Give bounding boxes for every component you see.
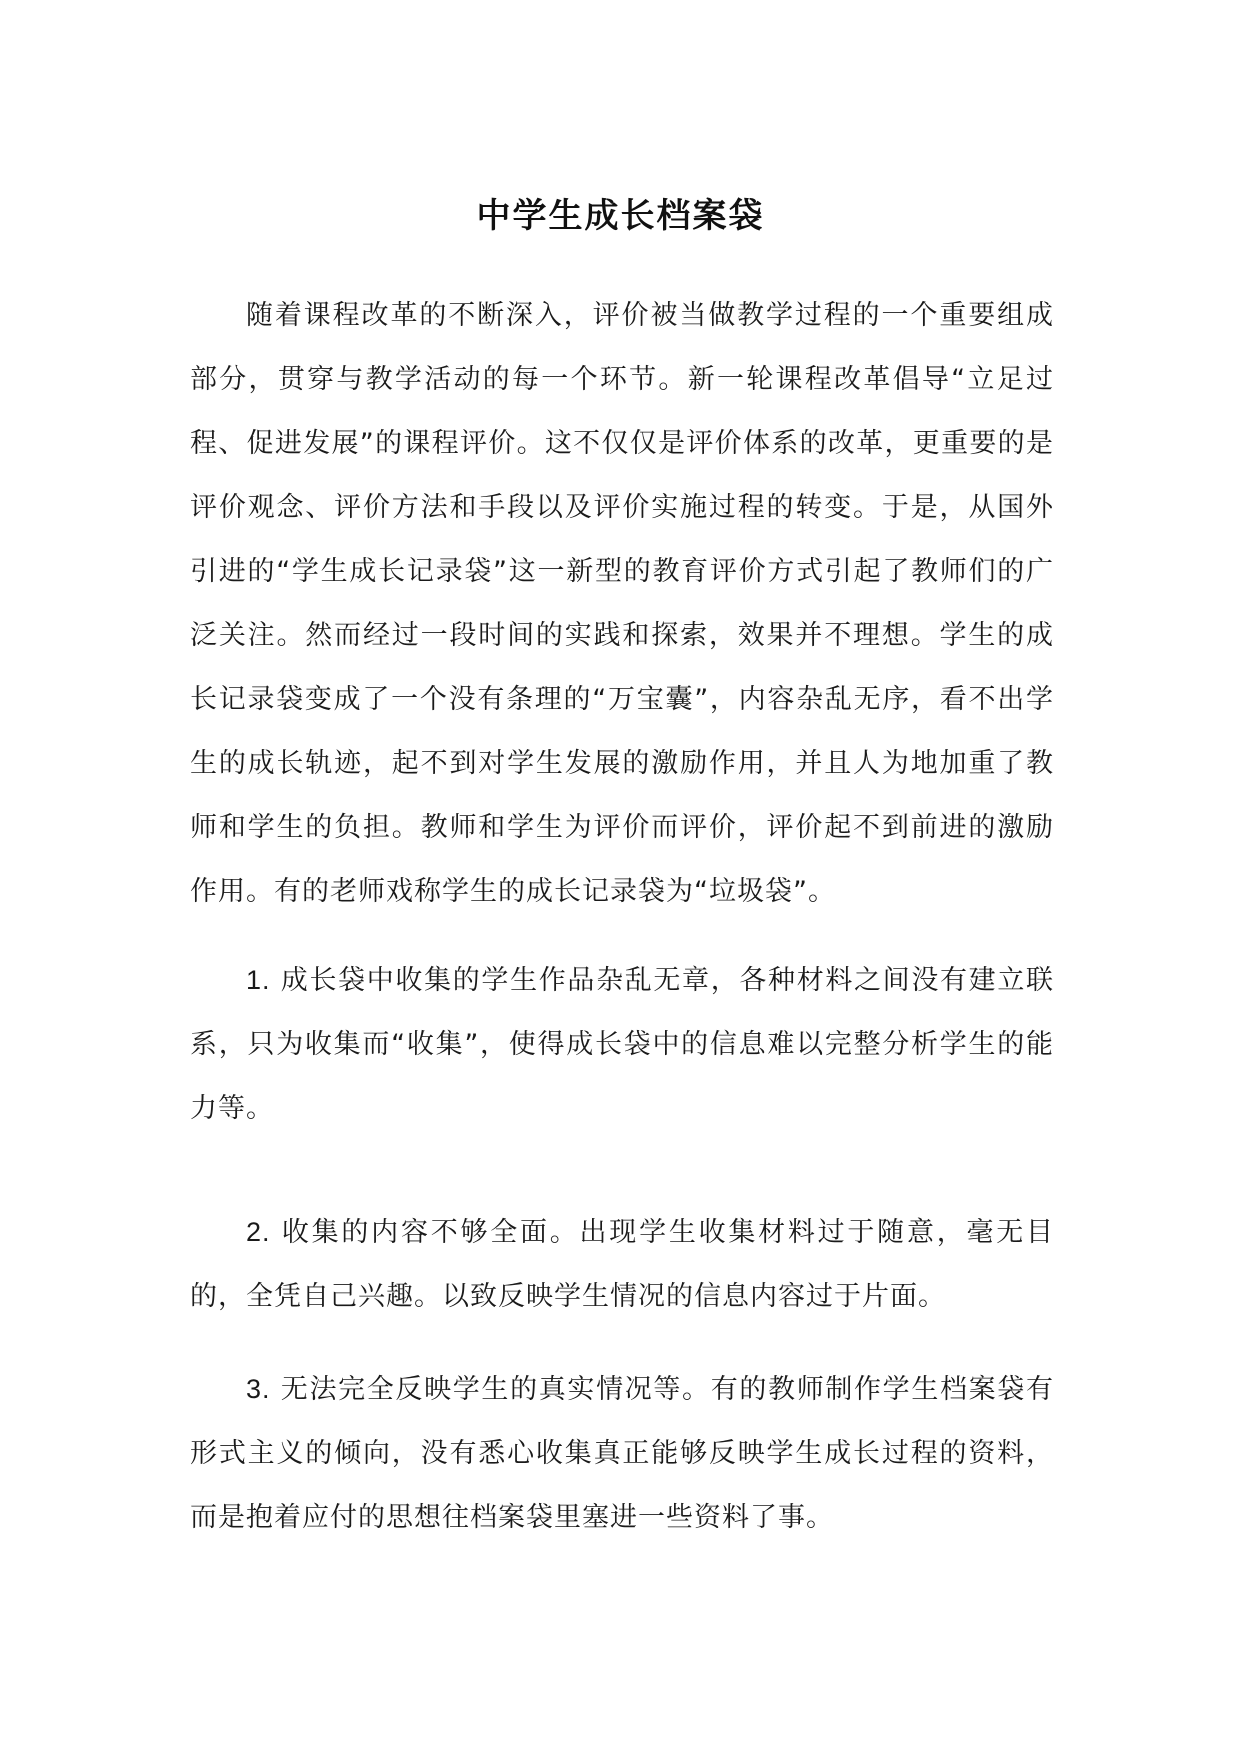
list-item-3: [190, 1357, 1054, 1550]
list-item-text: 收集的内容不够全面。出现学生收集材料过于随意，毫无目的，全凭自己兴趣。以致反映学生情况的信息内容过于片面。: [190, 1217, 1054, 1312]
list-item-1: [190, 948, 1054, 1141]
list-item-text: 成长袋中收集的学生作品杂乱无章，各种材料之间没有建立联系，只为收集而“收集”，使得成长袋中的信息难以完整分析学生的能力等。: [190, 965, 1054, 1124]
list-item-text: 无法完全反映学生的真实情况等。有的教师制作学生档案袋有形式主义的倾向，没有悉心收集真正能够反映学生成长过程的资料，而是抱着应付的思想往档案袋里塞进一些资料了事。: [190, 1374, 1054, 1533]
list-item-number: 1.: [246, 965, 271, 995]
list-item-2: [190, 1200, 1054, 1329]
document-title: 中学生成长档案袋: [476, 196, 765, 236]
list-item-number: 2.: [246, 1217, 271, 1247]
intro-paragraph: 随着课程改革的不断深入，评价被当做教学过程的一个重要组成部分，贯穿与教学活动的每一个环节。新一轮课程改革倡导“立足过程、促进发展”的课程评价。这不仅仅是评价体系的改革，更重要的是评价观念、评价方法和手段以及评价实施过程的转变。于是，从国外引进的“学生成长记录袋”这一新型的教育评价方式引起了教师们的广泛关注。然而经过一段时间的实践和探索，效果并不理想。学生的成长记录袋变成了一个没有条理的“万宝囊”，内容杂乱无序，看不出学生的成长轨迹，起不到对学生发展的激励作用，并且人为地加重了教师和学生的负担。教师和学生为评价而评价，评价起不到前进的激励作用。有的老师戏称学生的成长记录袋为“垃圾袋”。: [190, 300, 1054, 907]
list-item-number: 3.: [246, 1374, 271, 1404]
